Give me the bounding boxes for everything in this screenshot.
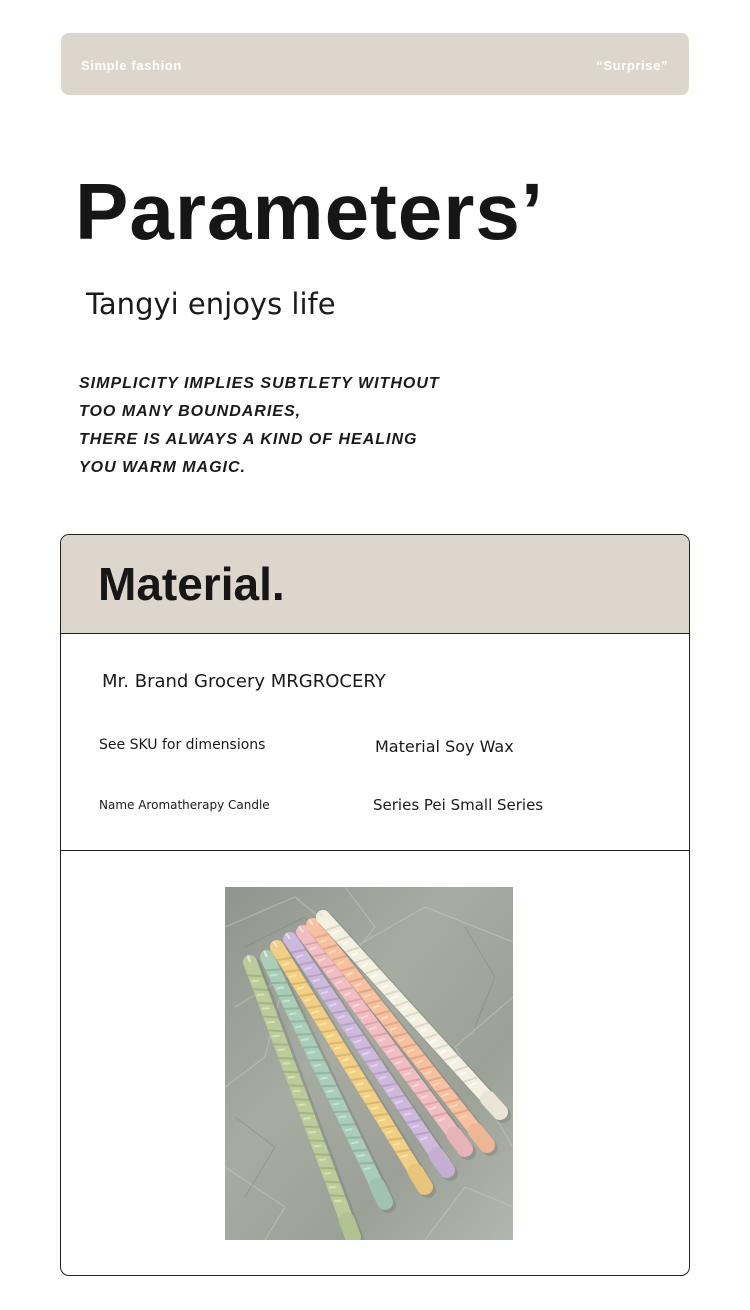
material-title: Material. (98, 558, 285, 610)
quote-line: SIMPLICITY IMPLIES SUBTLETY WITHOUT (79, 375, 440, 392)
top-banner (61, 33, 689, 95)
name-text: Name Aromatherapy Candle (99, 798, 270, 812)
sku-text: See SKU for dimensions (99, 737, 266, 753)
banner-left-text: Simple fashion (81, 58, 182, 73)
product-photo (225, 887, 513, 1240)
candles-photo-svg (225, 887, 513, 1240)
product-info (61, 634, 689, 851)
banner-right-text: “Surprise” (596, 58, 668, 73)
series-text: Series Pei Small Series (373, 796, 544, 814)
page-subtitle: Tangyi enjoys life (86, 287, 336, 321)
material-text: Material Soy Wax (375, 737, 514, 756)
page-title: Parameters’ (75, 167, 545, 256)
material-header (61, 535, 689, 634)
quote-line: THERE IS ALWAYS A KIND OF HEALING (79, 431, 418, 448)
brand-text: Mr. Brand Grocery MRGROCERY (102, 671, 386, 692)
tagline-quote (79, 370, 499, 482)
quote-line: YOU WARM MAGIC. (79, 459, 246, 476)
material-card (60, 534, 690, 1276)
quote-line: TOO MANY BOUNDARIES, (79, 403, 302, 420)
